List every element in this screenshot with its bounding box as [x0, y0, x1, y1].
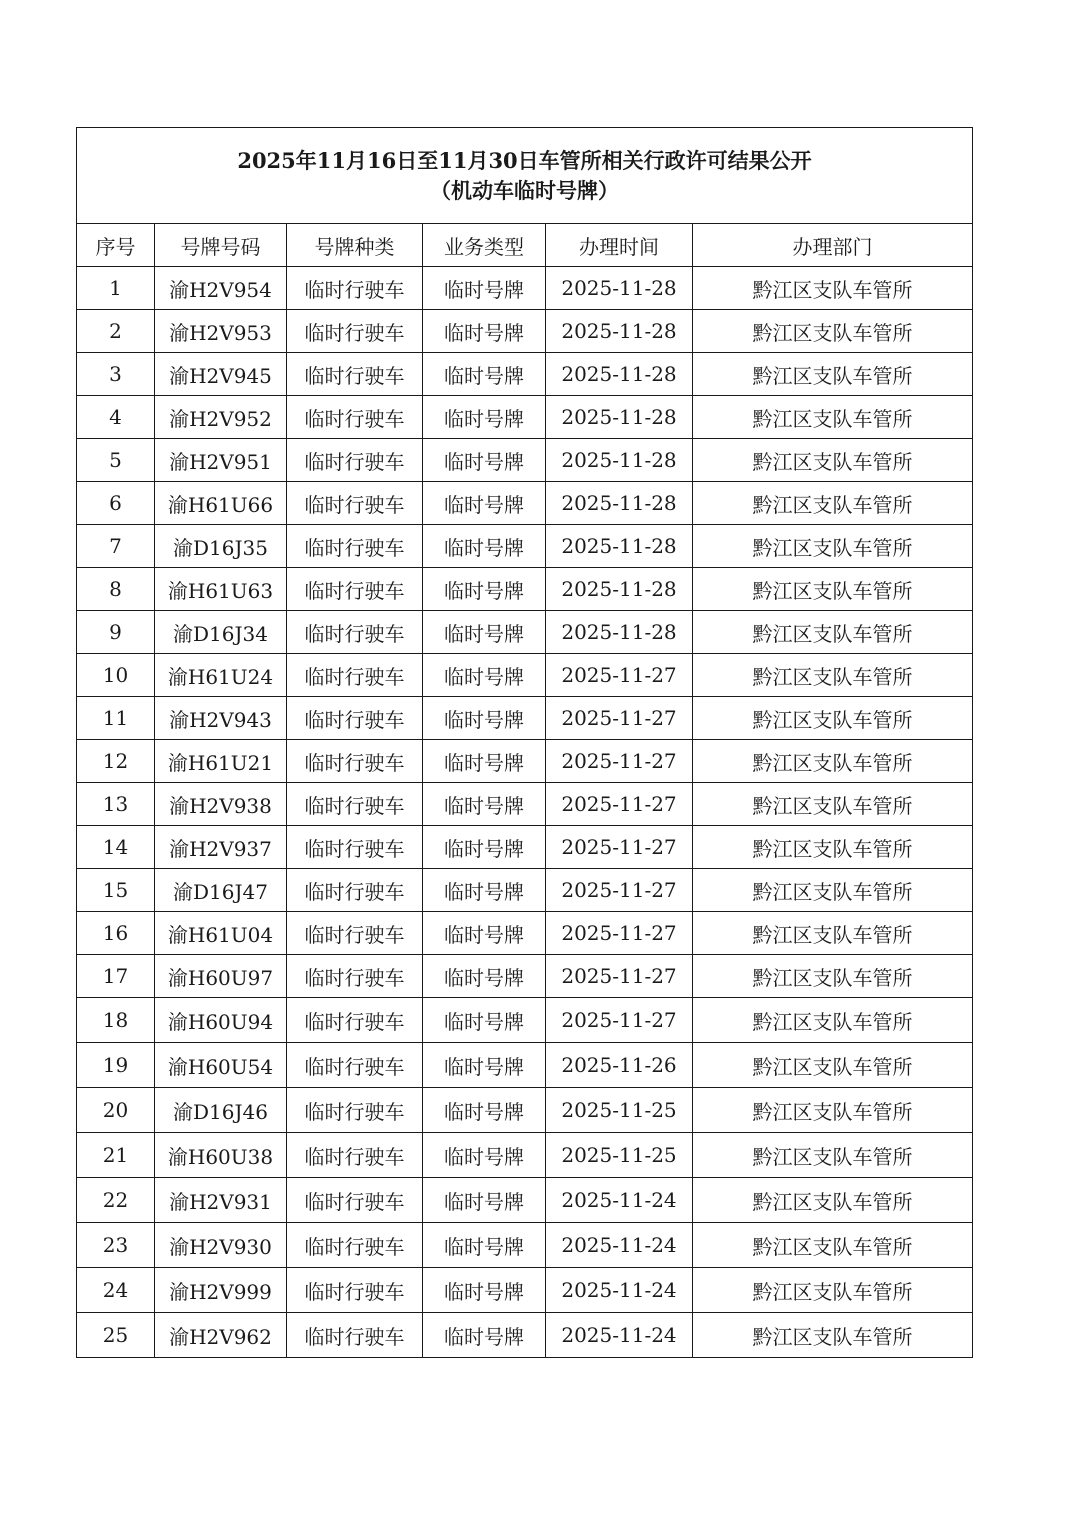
cell-plate-type: 临时行驶车	[287, 826, 423, 869]
cell-process-date: 2025-11-28	[546, 396, 693, 439]
title-row	[77, 128, 973, 224]
cell-business-type: 临时号牌	[423, 439, 546, 482]
cell-process-date: 2025-11-25	[546, 1088, 693, 1133]
results-table	[76, 127, 973, 1358]
cell-department: 黔江区支队车管所	[693, 955, 973, 998]
cell-plate-number: 渝H2V943	[155, 697, 287, 740]
cell-plate-type: 临时行驶车	[287, 1223, 423, 1268]
cell-process-date: 2025-11-28	[546, 611, 693, 654]
cell-plate-number: 渝H2V952	[155, 396, 287, 439]
cell-plate-number: 渝H60U94	[155, 998, 287, 1043]
cell-index: 17	[77, 955, 155, 998]
cell-index: 6	[77, 482, 155, 525]
cell-plate-number: 渝H2V953	[155, 310, 287, 353]
table-row	[77, 1313, 973, 1358]
cell-process-date: 2025-11-28	[546, 267, 693, 310]
cell-department: 黔江区支队车管所	[693, 1313, 973, 1358]
table-row	[77, 697, 973, 740]
cell-department: 黔江区支队车管所	[693, 525, 973, 568]
table-row	[77, 1178, 973, 1223]
cell-plate-number: 渝H2V931	[155, 1178, 287, 1223]
cell-department: 黔江区支队车管所	[693, 1268, 973, 1313]
cell-index: 4	[77, 396, 155, 439]
table-row	[77, 396, 973, 439]
cell-plate-number: 渝H61U21	[155, 740, 287, 783]
table-row	[77, 568, 973, 611]
table-row	[77, 955, 973, 998]
cell-department: 黔江区支队车管所	[693, 1178, 973, 1223]
cell-plate-type: 临时行驶车	[287, 697, 423, 740]
cell-plate-type: 临时行驶车	[287, 869, 423, 912]
cell-process-date: 2025-11-27	[546, 740, 693, 783]
cell-business-type: 临时号牌	[423, 654, 546, 697]
cell-plate-number: 渝D16J35	[155, 525, 287, 568]
table-row	[77, 654, 973, 697]
table-row	[77, 869, 973, 912]
cell-index: 5	[77, 439, 155, 482]
cell-business-type: 临时号牌	[423, 869, 546, 912]
cell-index: 14	[77, 826, 155, 869]
cell-index: 13	[77, 783, 155, 826]
title-line-1: 2025年11月16日至11月30日车管所相关行政许可结果公开	[237, 147, 812, 173]
cell-department: 黔江区支队车管所	[693, 912, 973, 955]
cell-plate-type: 临时行驶车	[287, 1268, 423, 1313]
cell-business-type: 临时号牌	[423, 697, 546, 740]
cell-process-date: 2025-11-27	[546, 869, 693, 912]
table-body	[77, 267, 973, 1358]
cell-process-date: 2025-11-25	[546, 1133, 693, 1178]
cell-index: 19	[77, 1043, 155, 1088]
cell-plate-type: 临时行驶车	[287, 740, 423, 783]
cell-plate-type: 临时行驶车	[287, 267, 423, 310]
table-row	[77, 310, 973, 353]
cell-business-type: 临时号牌	[423, 1178, 546, 1223]
table-row	[77, 1088, 973, 1133]
cell-index: 9	[77, 611, 155, 654]
cell-plate-type: 临时行驶车	[287, 396, 423, 439]
cell-department: 黔江区支队车管所	[693, 310, 973, 353]
cell-department: 黔江区支队车管所	[693, 482, 973, 525]
cell-department: 黔江区支队车管所	[693, 396, 973, 439]
cell-process-date: 2025-11-27	[546, 998, 693, 1043]
column-header-department: 办理部门	[693, 224, 973, 267]
cell-plate-type: 临时行驶车	[287, 783, 423, 826]
cell-plate-number: 渝H61U04	[155, 912, 287, 955]
cell-plate-type: 临时行驶车	[287, 955, 423, 998]
cell-plate-type: 临时行驶车	[287, 1043, 423, 1088]
table-row	[77, 1133, 973, 1178]
table-row	[77, 783, 973, 826]
cell-index: 3	[77, 353, 155, 396]
column-header-process-date: 办理时间	[546, 224, 693, 267]
cell-plate-number: 渝D16J46	[155, 1088, 287, 1133]
cell-plate-number: 渝D16J34	[155, 611, 287, 654]
cell-plate-number: 渝H2V937	[155, 826, 287, 869]
table-row	[77, 740, 973, 783]
table-row	[77, 267, 973, 310]
cell-plate-type: 临时行驶车	[287, 310, 423, 353]
cell-plate-type: 临时行驶车	[287, 1178, 423, 1223]
cell-plate-type: 临时行驶车	[287, 568, 423, 611]
cell-process-date: 2025-11-27	[546, 783, 693, 826]
cell-business-type: 临时号牌	[423, 1223, 546, 1268]
cell-department: 黔江区支队车管所	[693, 353, 973, 396]
cell-department: 黔江区支队车管所	[693, 783, 973, 826]
table-row	[77, 1223, 973, 1268]
cell-business-type: 临时号牌	[423, 611, 546, 654]
cell-department: 黔江区支队车管所	[693, 869, 973, 912]
cell-business-type: 临时号牌	[423, 267, 546, 310]
title-line-2: （机动车临时号牌）	[430, 177, 619, 203]
cell-plate-number: 渝H2V951	[155, 439, 287, 482]
cell-index: 23	[77, 1223, 155, 1268]
cell-department: 黔江区支队车管所	[693, 267, 973, 310]
cell-business-type: 临时号牌	[423, 1043, 546, 1088]
cell-plate-type: 临时行驶车	[287, 611, 423, 654]
cell-plate-type: 临时行驶车	[287, 998, 423, 1043]
cell-plate-number: 渝H60U54	[155, 1043, 287, 1088]
cell-index: 1	[77, 267, 155, 310]
column-header-business-type: 业务类型	[423, 224, 546, 267]
cell-plate-number: 渝H61U66	[155, 482, 287, 525]
cell-process-date: 2025-11-27	[546, 826, 693, 869]
cell-department: 黔江区支队车管所	[693, 826, 973, 869]
cell-process-date: 2025-11-28	[546, 568, 693, 611]
cell-department: 黔江区支队车管所	[693, 439, 973, 482]
cell-index: 18	[77, 998, 155, 1043]
cell-business-type: 临时号牌	[423, 310, 546, 353]
cell-business-type: 临时号牌	[423, 826, 546, 869]
column-header-row	[77, 224, 973, 267]
cell-plate-number: 渝H60U38	[155, 1133, 287, 1178]
cell-department: 黔江区支队车管所	[693, 998, 973, 1043]
document-title	[77, 128, 973, 224]
cell-index: 25	[77, 1313, 155, 1358]
cell-business-type: 临时号牌	[423, 1088, 546, 1133]
cell-business-type: 临时号牌	[423, 998, 546, 1043]
cell-process-date: 2025-11-24	[546, 1268, 693, 1313]
cell-index: 11	[77, 697, 155, 740]
cell-business-type: 临时号牌	[423, 912, 546, 955]
cell-plate-type: 临时行驶车	[287, 1133, 423, 1178]
table-row	[77, 998, 973, 1043]
cell-business-type: 临时号牌	[423, 783, 546, 826]
cell-index: 8	[77, 568, 155, 611]
cell-index: 12	[77, 740, 155, 783]
cell-process-date: 2025-11-27	[546, 912, 693, 955]
cell-index: 15	[77, 869, 155, 912]
cell-process-date: 2025-11-27	[546, 955, 693, 998]
cell-department: 黔江区支队车管所	[693, 697, 973, 740]
table-row	[77, 1043, 973, 1088]
cell-plate-number: 渝H61U24	[155, 654, 287, 697]
table-row	[77, 912, 973, 955]
cell-process-date: 2025-11-24	[546, 1313, 693, 1358]
cell-department: 黔江区支队车管所	[693, 1043, 973, 1088]
cell-process-date: 2025-11-28	[546, 439, 693, 482]
cell-business-type: 临时号牌	[423, 1313, 546, 1358]
cell-plate-number: 渝H2V930	[155, 1223, 287, 1268]
cell-plate-number: 渝H2V954	[155, 267, 287, 310]
column-header-plate-number: 号牌号码	[155, 224, 287, 267]
table-row	[77, 1268, 973, 1313]
cell-department: 黔江区支队车管所	[693, 1133, 973, 1178]
cell-business-type: 临时号牌	[423, 353, 546, 396]
cell-process-date: 2025-11-28	[546, 482, 693, 525]
cell-process-date: 2025-11-27	[546, 654, 693, 697]
cell-plate-type: 临时行驶车	[287, 353, 423, 396]
cell-plate-type: 临时行驶车	[287, 1313, 423, 1358]
cell-process-date: 2025-11-27	[546, 697, 693, 740]
cell-plate-type: 临时行驶车	[287, 1088, 423, 1133]
cell-plate-type: 临时行驶车	[287, 482, 423, 525]
cell-business-type: 临时号牌	[423, 568, 546, 611]
cell-plate-type: 临时行驶车	[287, 525, 423, 568]
cell-index: 24	[77, 1268, 155, 1313]
cell-plate-number: 渝H2V962	[155, 1313, 287, 1358]
cell-plate-number: 渝D16J47	[155, 869, 287, 912]
cell-process-date: 2025-11-24	[546, 1178, 693, 1223]
cell-plate-type: 临时行驶车	[287, 912, 423, 955]
table-row	[77, 611, 973, 654]
table-row	[77, 525, 973, 568]
cell-process-date: 2025-11-24	[546, 1223, 693, 1268]
cell-plate-type: 临时行驶车	[287, 654, 423, 697]
cell-plate-number: 渝H2V945	[155, 353, 287, 396]
cell-business-type: 临时号牌	[423, 396, 546, 439]
cell-department: 黔江区支队车管所	[693, 1223, 973, 1268]
table-row	[77, 439, 973, 482]
cell-plate-number: 渝H2V938	[155, 783, 287, 826]
cell-department: 黔江区支队车管所	[693, 740, 973, 783]
column-header-plate-type: 号牌种类	[287, 224, 423, 267]
cell-business-type: 临时号牌	[423, 955, 546, 998]
cell-business-type: 临时号牌	[423, 482, 546, 525]
cell-process-date: 2025-11-26	[546, 1043, 693, 1088]
cell-process-date: 2025-11-28	[546, 353, 693, 396]
table-row	[77, 482, 973, 525]
table-row	[77, 826, 973, 869]
cell-index: 2	[77, 310, 155, 353]
cell-plate-number: 渝H60U97	[155, 955, 287, 998]
table-row	[77, 353, 973, 396]
cell-index: 7	[77, 525, 155, 568]
cell-plate-number: 渝H2V999	[155, 1268, 287, 1313]
cell-index: 10	[77, 654, 155, 697]
cell-index: 22	[77, 1178, 155, 1223]
column-header-index: 序号	[77, 224, 155, 267]
cell-process-date: 2025-11-28	[546, 310, 693, 353]
cell-department: 黔江区支队车管所	[693, 1088, 973, 1133]
cell-business-type: 临时号牌	[423, 1268, 546, 1313]
cell-index: 20	[77, 1088, 155, 1133]
cell-index: 21	[77, 1133, 155, 1178]
cell-department: 黔江区支队车管所	[693, 568, 973, 611]
cell-business-type: 临时号牌	[423, 740, 546, 783]
cell-department: 黔江区支队车管所	[693, 654, 973, 697]
cell-index: 16	[77, 912, 155, 955]
cell-business-type: 临时号牌	[423, 1133, 546, 1178]
cell-department: 黔江区支队车管所	[693, 611, 973, 654]
cell-plate-number: 渝H61U63	[155, 568, 287, 611]
cell-process-date: 2025-11-28	[546, 525, 693, 568]
cell-business-type: 临时号牌	[423, 525, 546, 568]
cell-plate-type: 临时行驶车	[287, 439, 423, 482]
